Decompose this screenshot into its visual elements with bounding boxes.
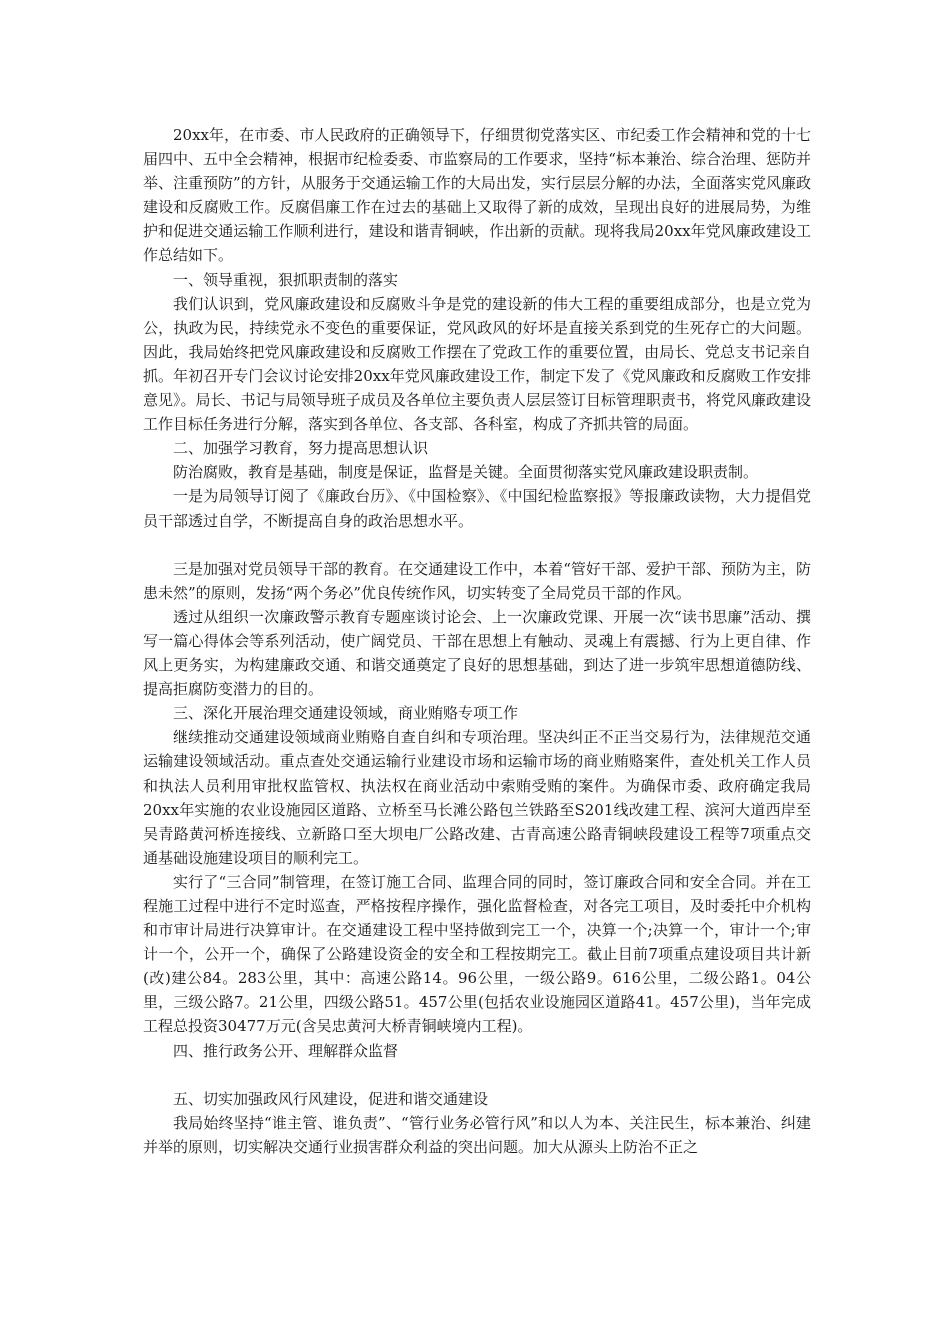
section-3-paragraph-1: 继续推动交通建设领域商业贿赂自查自纠和专项治理。坚决纠正不正当交易行为，法律规范交通运输建设领域活动。重点查处交通运输行业建设市场和运输市场的商业贿赂案件，查处机关工作人员和执法人员利用审批权监管权、执法权在商业活动中索贿受贿的案件。为确保市委、政府确定我局20xx年实施的农业设施园区道路、立桥至马长滩公路包兰铁路至S201线改建工程、滨河大道西岸至吴青路黄河桥连接线、立新路口至大坝电厂公路改建、古青高速公路青铜峡段建设工程等7项重点交通基础设施建设项目的顺利完工。 bbox=[143, 728, 811, 867]
section-heading-3: 三、深化开展治理交通建设领域，商业贿赂专项工作 bbox=[173, 704, 519, 723]
section-5-paragraph-1: 我局始终坚持“谁主管、谁负责”、“管行业务必管行风”和以人为本、关注民生，标本兼治、纠建并举的原则，切实解决交通行业损害群众利益的突出问题。加大从源头上防治不正之 bbox=[143, 1113, 811, 1156]
blank-line bbox=[143, 533, 811, 557]
section-2-paragraph-2: 一是为局领导订阅了《廉政台历》、《中国检察》、《中国纪检监察报》等报廉政读物，大力提倡党员干部透过自学，不断提高自身的政治思想水平。 bbox=[143, 487, 811, 530]
section-2-paragraph-3: 三是加强对党员领导干部的教育。在交通建设工作中，本着“管好干部、爱护干部、预防为主，防患未然”的原则，发扬“两个务必”优良传统作风，切实转变了全局党员干部的作风。 bbox=[143, 559, 811, 602]
section-heading-5: 五、切实加强政风行风建设，促进和谐交通建设 bbox=[173, 1089, 489, 1108]
blank-line bbox=[143, 1063, 811, 1087]
section-2-paragraph-1: 防治腐败，教育是基础，制度是保证，监督是关键。全面贯彻落实党风廉政建设职责制。 bbox=[173, 463, 759, 482]
section-2-paragraph-4: 透过从组织一次廉政警示教育专题座谈讨论会、上一次廉政党课、开展一次“读书思廉”活动、撰写一篇心得体会等系列活动，使广阔党员、干部在思想上有触动、灵魂上有震撼、行为上更自律、作风上更务实，为构建廉政交通、和谐交通奠定了良好的思想基础，到达了进一步筑牢思想道德防线、提高拒腐防变潜力的目的。 bbox=[143, 607, 811, 699]
section-3-paragraph-2: 实行了“三合同”制管理，在签订施工合同、监理合同的同时，签订廉政合同和安全合同。并在工程施工过程中进行不定时巡查，严格按程序操作，强化监督检查，对各完工项目，及时委托中介机构和市审计局进行决算审计。在交通建设工程中坚持做到完工一个，决算一个;决算一个，审计一个;审计一个，公开一个，确保了公路建设资金的安全和工程按期完工。截止目前7项重点建设项目共计新(改)建公84。283公里，其中：高速公路14。96公里，一级公路9。616公里，二级公路1。04公里，三级公路7。21公里，四级公路51。457公里(包括农业设施园区道路41。457公里)，当年完成工程总投资30477万元(含吴忠黄河大桥青铜峡境内工程)。 bbox=[143, 872, 811, 1036]
intro-paragraph: 20xx年，在市委、市人民政府的正确领导下，仔细贯彻党落实区、市纪委工作会精神和党的十七届四中、五中全会精神，根据市纪检委委、市监察局的工作要求，坚持“标本兼治、综合治理、惩防并举、注重预防”的方针，从服务于交通运输工作的大局出发，实行层层分解的办法，全面落实党风廉政建设和反腐败工作。反腐倡廉工作在过去的基础上又取得了新的成效，呈现出良好的进展局势，为维护和促进交通运输工作顺利进行，建设和谐青铜峡，作出新的贡献。现将我局20xx年党风廉政建设工作总结如下。 bbox=[143, 126, 811, 265]
section-1-paragraph: 我们认识到，党风廉政建设和反腐败斗争是党的建设新的伟大工程的重要组成部分，也是立党为公，执政为民，持续党永不变色的重要保证，党风政风的好坏是直接关系到党的生死存亡的大问题。因此，我局始终把党风廉政建设和反腐败工作摆在了党政工作的重要位置，由局长、党总支书记亲自抓。年初召开专门会议讨论安排20xx年党风廉政建设工作，制定下发了《党风廉政和反腐败工作安排意见》。局长、书记与局领导班子成员及各单位主要负责人层层签订目标管理职责书，将党风廉政建设工作目标任务进行分解，落实到各单位、各支部、各科室，构成了齐抓共管的局面。 bbox=[143, 294, 811, 434]
section-heading-2: 二、加强学习教育，努力提高思想认识 bbox=[173, 439, 429, 458]
section-heading-1: 一、领导重视，狠抓职责制的落实 bbox=[173, 270, 399, 289]
section-heading-4: 四、推行政务公开、理解群众监督 bbox=[173, 1041, 399, 1060]
document-body bbox=[143, 123, 811, 1159]
